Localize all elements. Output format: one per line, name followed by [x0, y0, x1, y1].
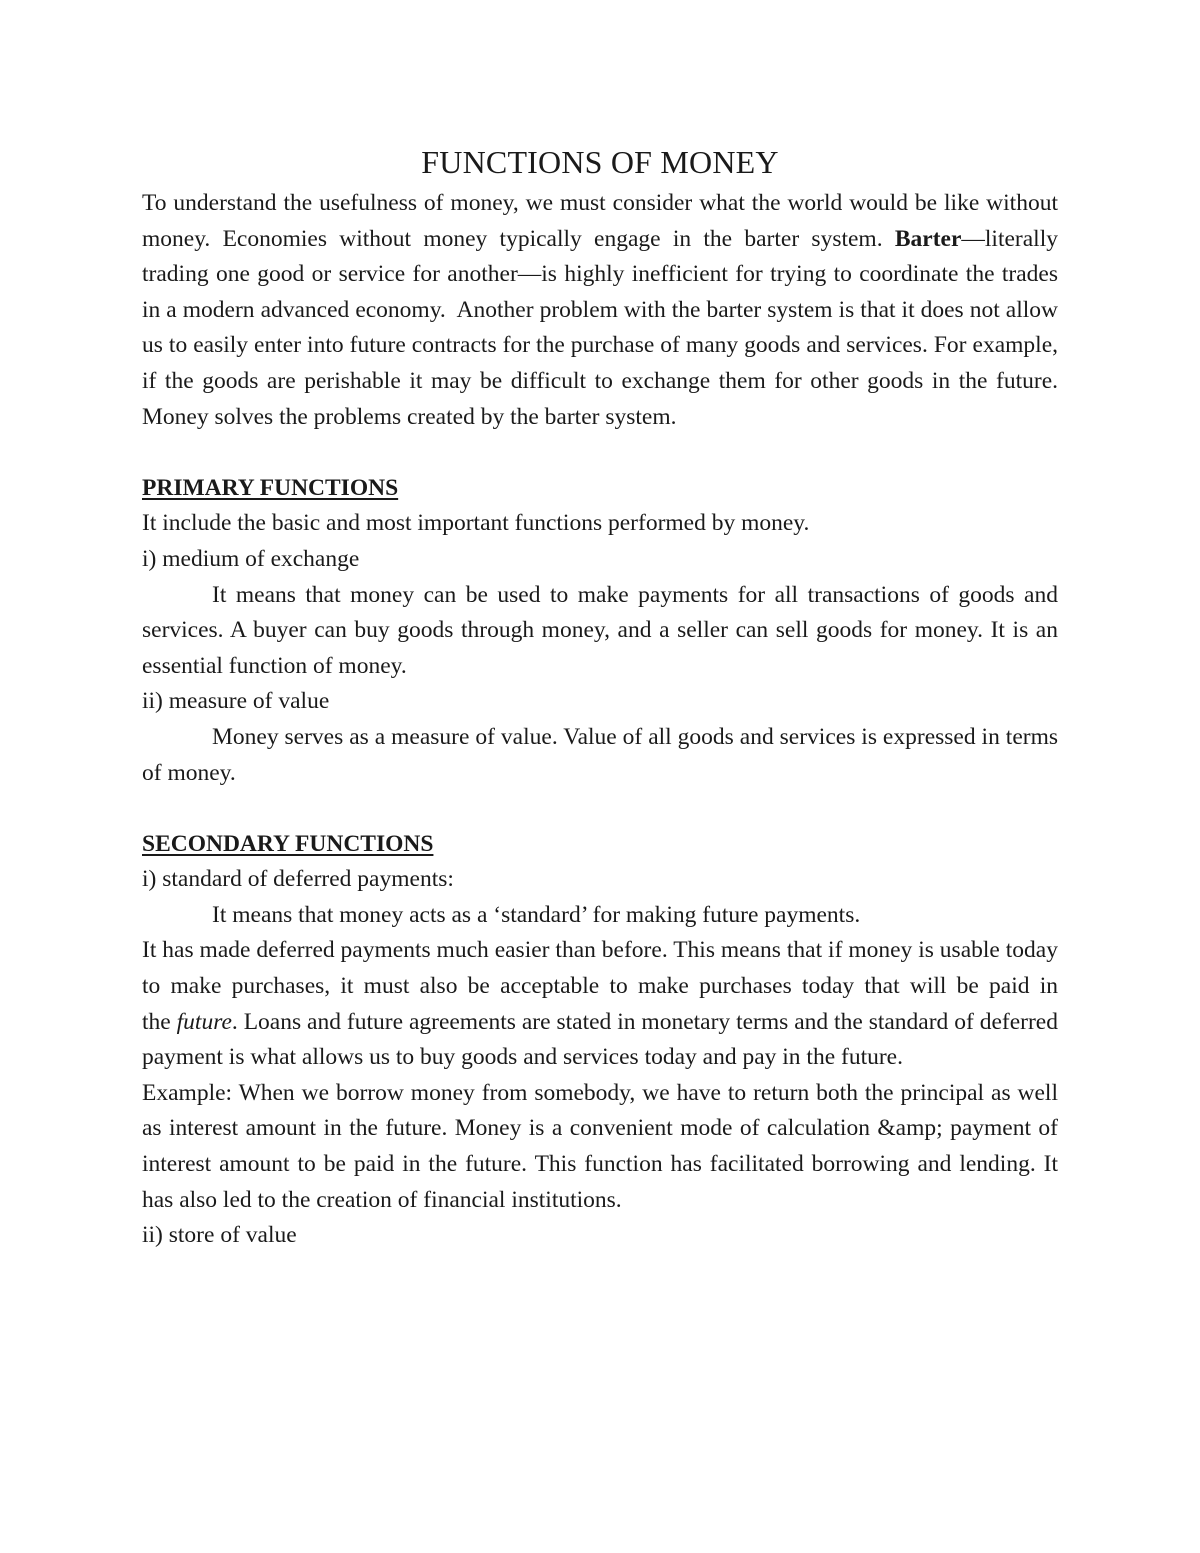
deferred-payments-text: It means that money acts as a ‘standard’ for making future payments.	[212, 901, 861, 928]
spacer	[142, 791, 1058, 827]
intro-paragraph	[142, 186, 1058, 435]
example-paragraph: Example: When we borrow money from somebody, we have to return both the principal as well as interest amount in the future. Money is a convenient mode of calculation &amp; payment of interest amount to be paid in the future. This function has facilitated borrowing and lending. It has also led to the creation of financial institutions.	[142, 1079, 1058, 1213]
deferred-text-start: It has made deferred payments much easier than before. This means that if money is usable today to make purchases, it must also be acceptable to make purchases today that will be paid in the	[142, 937, 1058, 1035]
deferred-text-end: . Loans and future agreements are stated in monetary terms and the standard of deferred payment is what allows us to buy goods and services today and pay in the future.	[142, 1008, 1058, 1071]
store-of-value-label: ii) store of value	[142, 1222, 297, 1249]
measure-of-value-text: Money serves as a measure of value. Value of all goods and services is expressed in terms of money.	[142, 723, 1058, 786]
medium-of-exchange-label: i) medium of exchange	[142, 545, 360, 572]
medium-of-exchange-text: It means that money can be used to make payments for all transactions of goods and services. A buyer can buy goods through money, and a seller can sell goods for money. It is an essential function of money.	[142, 581, 1058, 679]
spacer	[142, 435, 1058, 471]
secondary-functions-heading: SECONDARY FUNCTIONS	[142, 830, 434, 857]
primary-description: It include the basic and most important functions performed by money.	[142, 510, 810, 537]
intro-text-start: To understand the usefulness of money, we must consider what the world would be like without money. Economies without money typically engage in the barter system.	[142, 190, 1058, 252]
deferred-payments-label: i) standard of deferred payments:	[142, 866, 454, 893]
page-title: FUNCTIONS OF MONEY	[421, 144, 779, 180]
document-page	[142, 140, 1058, 1254]
primary-functions-heading: PRIMARY FUNCTIONS	[142, 474, 399, 501]
deferred-payments-paragraph	[142, 933, 1058, 1075]
barter-term: Barter	[894, 225, 962, 252]
measure-of-value-label: ii) measure of value	[142, 688, 330, 715]
intro-text-end: —literally trading one good or service for another—is highly inefficient for trying to coordinate the trades in a modern advanced economy. Another problem with the barter system is that it does not allow us to easily enter into future contracts for the purchase of many goods and services. For example, if the goods are perishable it may be difficult to exchange them for other goods in the future. Money solves the problems created by the barter system.	[142, 225, 1058, 430]
future-term: future	[176, 1008, 232, 1035]
